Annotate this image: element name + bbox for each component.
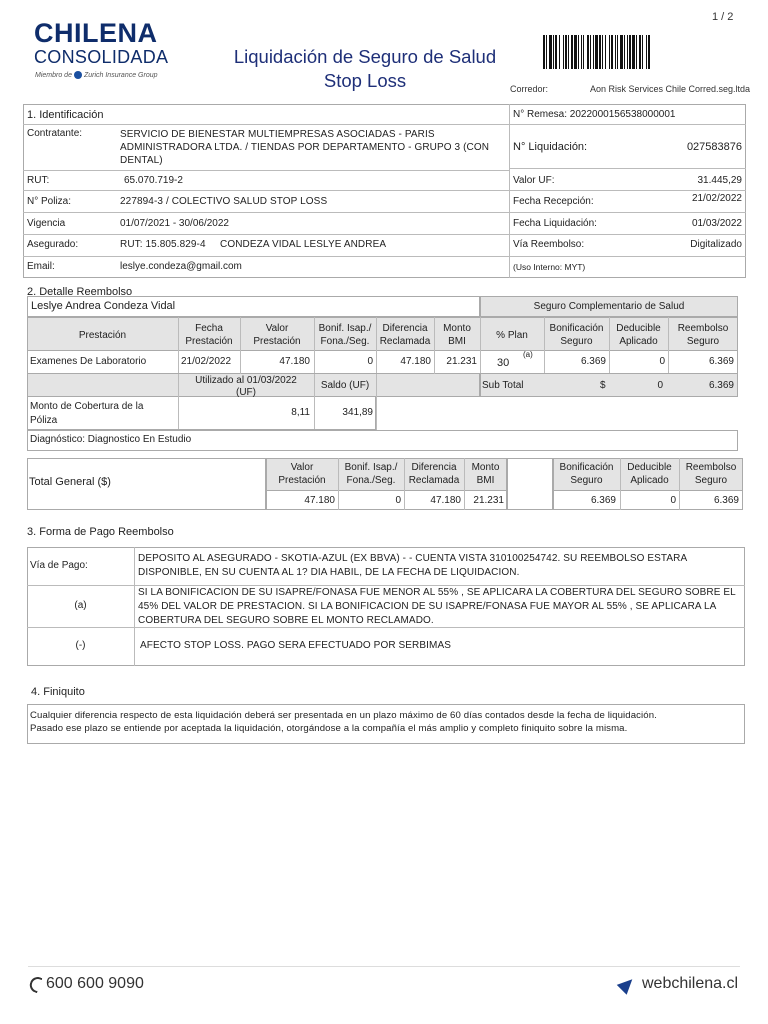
via-reembolso-label: Vía Reembolso:	[513, 239, 585, 250]
fecha-liquidacion-value: 01/03/2022	[691, 218, 742, 229]
phone-number: 600 600 9090	[46, 975, 144, 992]
col-ded-line-1: Deducible	[616, 323, 661, 334]
vigencia-value: 01/07/2021 - 30/06/2022	[120, 218, 229, 229]
total-col-bonseg	[553, 461, 620, 487]
col-monto-line-1: Monto	[443, 323, 471, 334]
total-col-reemb-1: Reembolso	[685, 462, 737, 473]
total-col-bonseg-2: Seguro	[570, 475, 603, 486]
total-col-dif	[404, 461, 464, 487]
contratante-line-2: ADMINISTRADORA LTDA. / TIENDAS POR DEPARTAMENTO - GRUPO 3 (CON	[120, 142, 490, 153]
section-detalle-title: 2. Detalle Reembolso	[27, 286, 133, 298]
row-plan: 30	[497, 357, 510, 369]
total-deducible: 0	[670, 495, 676, 506]
cobertura-saldo: 341,89	[342, 407, 373, 418]
total-col-ded-2: Aplicado	[630, 475, 669, 486]
total-col-valor-1: Valor	[290, 462, 314, 473]
total-col-valor	[266, 461, 338, 487]
total-col-ded	[620, 461, 679, 487]
cobertura-line-1: Monto de Cobertura de la	[30, 401, 144, 412]
col-bonseg-line-1: Bonificación	[549, 323, 604, 334]
vigencia-label: Vigencia	[27, 218, 66, 229]
total-col-ded-1: Deducible	[627, 462, 672, 473]
total-col-monto-1: Monto	[471, 462, 500, 473]
col-plan: % Plan	[496, 330, 528, 341]
col-monto	[434, 322, 480, 348]
col-fecha-line-2: Prestación	[185, 336, 233, 347]
phone-icon	[28, 975, 43, 993]
total-col-valor-2: Prestación	[278, 475, 326, 486]
title-line-1: Liquidación de Seguro de Salud	[233, 46, 497, 67]
col-diferencia	[376, 322, 434, 348]
seguro-header: Seguro Complementario de Salud	[533, 301, 685, 312]
col-fecha-line-1: Fecha	[195, 323, 223, 334]
utilizado-header	[178, 375, 314, 399]
col-monto-line-2: BMI	[448, 336, 466, 347]
total-reembolso: 6.369	[713, 495, 739, 506]
col-valor-line-1: Valor	[265, 323, 289, 334]
footer-web[interactable]	[620, 975, 738, 993]
identificacion-divider	[509, 104, 510, 278]
total-spacer	[507, 458, 553, 510]
saldo-header: Saldo (UF)	[320, 380, 370, 391]
col-divider	[434, 351, 435, 374]
col-bonseg-line-2: Seguro	[560, 336, 593, 347]
col-reemb-line-2: Seguro	[686, 336, 720, 347]
section-pago-title: 3. Forma de Pago Reembolso	[27, 526, 174, 538]
row-valor: 47.180	[279, 356, 310, 367]
col-dif-line-1: Diferencia	[382, 323, 428, 334]
footer-phone	[30, 975, 144, 993]
divider	[23, 190, 509, 191]
row-fecha: 21/02/2022	[181, 356, 232, 367]
col-bonif-line-1: Bonif. Isap./	[318, 323, 372, 334]
diagnostico: Diagnóstico: Diagnostico En Estudio	[30, 434, 192, 445]
nota-a-line-1: SI LA BONIFICACION DE SU ISAPRE/FONASA FUE MENOR AL 55% , SE APLICARA LA COBERTURA DEL SEGURO SOBRE EL	[138, 587, 736, 598]
col-valor	[240, 322, 314, 348]
divider	[23, 256, 509, 257]
section-finiquito-title: 4. Finiquito	[31, 686, 85, 698]
barcode-icon	[543, 35, 717, 69]
total-col-dif-2: Reclamada	[408, 475, 460, 486]
asegurado-label: Asegurado:	[27, 239, 79, 250]
uso-interno: (Uso Interno: MYT)	[513, 262, 586, 272]
total-bonif: 0	[395, 495, 401, 506]
total-col-monto-2: BMI	[476, 475, 495, 486]
contratante-value	[120, 128, 489, 167]
row-monto: 21.231	[446, 356, 477, 367]
col-deducible	[609, 322, 668, 348]
finiquito-text	[30, 709, 657, 735]
logo-consolidada: CONSOLIDADA	[34, 47, 169, 67]
subtotal-deducible: 0	[657, 380, 663, 391]
via-reembolso-value: Digitalizado	[690, 239, 742, 250]
total-valor: 47.180	[304, 495, 335, 506]
nota-a-line-2: 45% DEL VALOR DE PRESTACION. SI LA BONIFICACION DE SU ISAPRE/FONASA FUE MAYOR AL 55% , SE APLICARA LA	[138, 601, 717, 612]
email-label: Email:	[27, 261, 55, 272]
total-col-bonseg-1: Bonificación	[559, 462, 614, 473]
document-title	[215, 45, 515, 93]
total-bonif-seguro: 6.369	[590, 495, 616, 506]
row-deducible: 0	[659, 356, 665, 367]
col-fecha	[178, 322, 240, 348]
divider	[509, 234, 746, 235]
corredor-label: Corredor:	[510, 84, 549, 94]
total-col-reemb-2: Seguro	[694, 475, 728, 486]
contratante-line-1: SERVICIO DE BIENESTAR MULTIEMPRESAS ASOCIADAS - PARIS	[120, 129, 435, 140]
row-plan-note: (a)	[523, 350, 533, 359]
total-col-monto	[464, 461, 507, 487]
divider	[23, 234, 509, 235]
fecha-liquidacion-label: Fecha Liquidación:	[513, 218, 597, 229]
barcode-bar	[650, 35, 651, 69]
rut-label: RUT:	[27, 175, 50, 186]
col-bonif-seguro	[544, 322, 609, 348]
total-col-bonif	[338, 461, 404, 487]
row-bonif: 0	[367, 356, 373, 367]
via-pago-value	[138, 552, 687, 580]
total-diferencia: 47.180	[430, 495, 461, 506]
divider	[509, 256, 746, 257]
uf-label: Valor UF:	[513, 175, 555, 186]
poliza-label: N° Poliza:	[27, 196, 72, 207]
member-prefix: Miembro de	[35, 71, 72, 79]
via-pago-line-2: DISPONIBLE, EN SU CUENTA AL 1? DIA HABIL, DE LA FECHA DE LIQUIDACION.	[138, 567, 520, 578]
total-col-bonif-2: Fona./Seg.	[346, 475, 396, 486]
subtotal-label: Sub Total	[482, 380, 524, 391]
col-divider	[376, 374, 377, 430]
cobertura-label	[30, 400, 143, 428]
recepcion-label: Fecha Recepción:	[513, 196, 594, 207]
footer-divider	[28, 966, 740, 967]
nota-a-label: (a)	[74, 600, 87, 611]
contratante-line-3: DENTAL)	[120, 155, 163, 166]
col-bonif	[314, 322, 376, 348]
rut-value: 65.070.719-2	[124, 175, 183, 186]
member-suffix: Zurich Insurance Group	[83, 71, 158, 79]
recepcion-value: 21/02/2022	[691, 193, 742, 204]
page-number: 1 / 2	[712, 11, 734, 23]
zurich-logo-icon	[74, 71, 82, 79]
via-pago-label: Vía de Pago:	[30, 560, 88, 571]
logo-chilena: CHILENA	[34, 18, 158, 48]
liquidacion-value: 027583876	[686, 141, 742, 153]
col-reembolso	[668, 322, 738, 348]
divider	[23, 212, 509, 213]
nota-dash-value: AFECTO STOP LOSS. PAGO SERA EFECTUADO POR SERBIMAS	[140, 640, 452, 651]
col-reemb-line-1: Reembolso	[677, 323, 729, 334]
row-prestacion: Examenes De Laboratorio	[30, 356, 147, 367]
utilizado-line-1: Utilizado al 01/03/2022	[195, 375, 297, 386]
total-col-bonif-1: Bonif. Isap./	[344, 462, 398, 473]
finiquito-line-2: Pasado ese plazo se entiende por aceptada la liquidación, otorgándose a la compañía el más amplio y completo finiquito sobre la misma.	[30, 723, 628, 734]
title-line-2: Stop Loss	[323, 70, 407, 91]
total-col-reemb	[679, 461, 743, 487]
utilizado-line-2: (UF)	[236, 387, 256, 398]
corredor-value: Aon Risk Services Chile Corred.seg.ltda	[590, 84, 751, 94]
uf-value: 31.445,29	[697, 175, 742, 186]
section-identificacion-title: 1. Identificación	[27, 109, 104, 121]
nota-a-line-3: COBERTURA DEL SEGURO SOBRE EL MONTO RECLAMADO.	[138, 615, 434, 626]
total-monto: 21.231	[473, 495, 504, 506]
col-valor-line-2: Prestación	[253, 336, 301, 347]
col-bonif-line-2: Fona./Seg.	[320, 336, 370, 347]
col-ded-line-2: Aplicado	[619, 336, 658, 347]
pago-divider	[134, 547, 135, 666]
divider	[509, 124, 746, 125]
nota-a-value	[138, 586, 736, 628]
subtotal-currency: $	[600, 380, 606, 391]
web-link[interactable]: webchilena.cl	[642, 975, 739, 992]
logo-member-line	[35, 71, 158, 79]
beneficiario-name: Leslye Andrea Condeza Vidal	[31, 300, 176, 312]
contratante-label: Contratante:	[27, 128, 83, 139]
col-divider	[240, 351, 241, 374]
row-reembolso: 6.369	[708, 356, 734, 367]
cobertura-line-2: Póliza	[30, 415, 58, 426]
via-pago-line-1: DEPOSITO AL ASEGURADO - SKOTIA-AZUL (EX BBVA) - - CUENTA VISTA 310100254742. SU REEMBOLSO ESTARA	[138, 553, 688, 564]
total-label: Total General ($)	[29, 476, 111, 488]
col-dif-line-2: Reclamada	[379, 336, 431, 347]
cobertura-utilizado: 8,11	[291, 407, 310, 418]
poliza-value: 227894-3 / COLECTIVO SALUD STOP LOSS	[120, 196, 328, 207]
divider	[509, 212, 746, 213]
email-value: leslye.condeza@gmail.com	[120, 261, 242, 272]
row-bonif-seguro: 6.369	[580, 356, 606, 367]
send-arrow-icon	[617, 974, 638, 995]
asegurado-value: RUT: 15.805.829-4 CONDEZA VIDAL LESLYE ANDREA	[120, 239, 387, 250]
liquidacion-label: N° Liquidación:	[513, 141, 588, 153]
divider	[23, 170, 509, 171]
subtotal-reembolso: 6.369	[708, 380, 734, 391]
row-diferencia: 47.180	[400, 356, 431, 367]
finiquito-line-1: Cualquier diferencia respecto de esta liquidación deberá ser presentada en un plazo máximo de 60 días contados desde la fecha de liquidación.	[30, 710, 657, 721]
divider	[509, 168, 746, 169]
divider	[23, 124, 509, 125]
nota-dash-label: (-)	[75, 640, 86, 651]
remesa-value: N° Remesa: 2022000156538000001	[513, 109, 676, 120]
col-prestacion: Prestación	[78, 330, 127, 341]
total-col-dif-1: Diferencia	[411, 462, 457, 473]
divider	[509, 190, 746, 191]
